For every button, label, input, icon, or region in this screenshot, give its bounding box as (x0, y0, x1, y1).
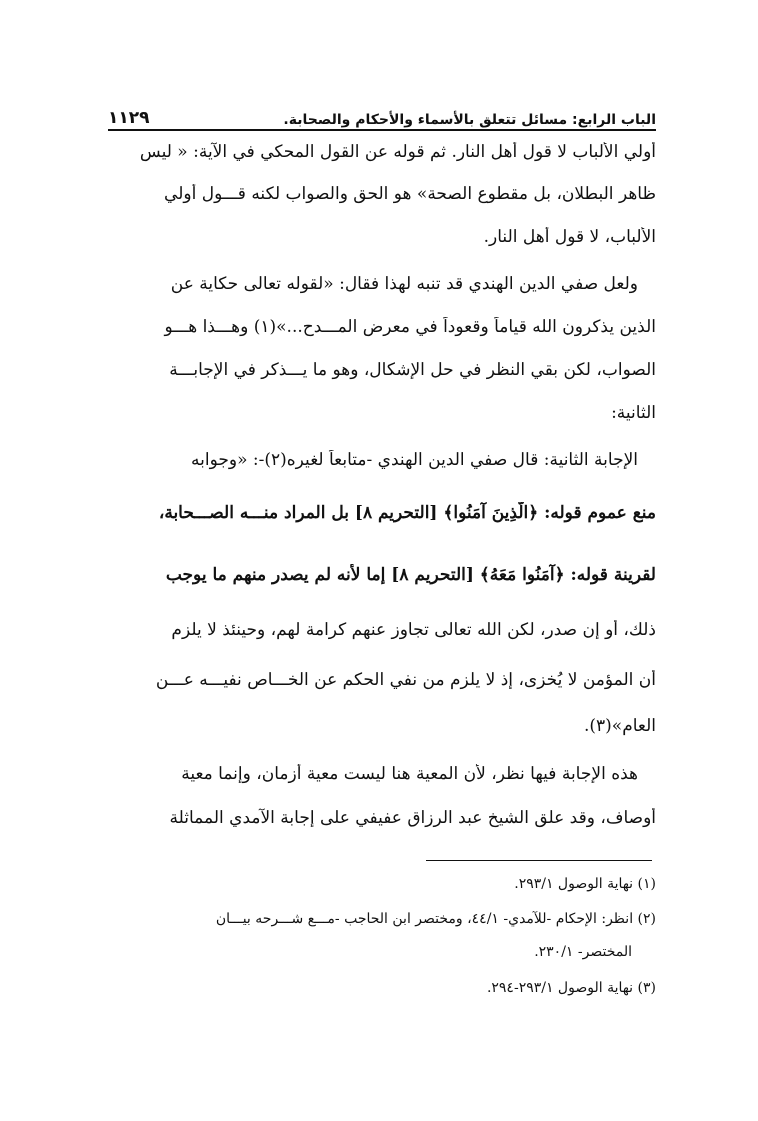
text-line: الثانية: (611, 403, 656, 423)
text-line: ولعل صفي الدين الهندي قد تنبه لهذا فقال: «لقوله تعالى حكاية عن (170, 274, 638, 294)
footnote: (١) نهاية الوصول ٢٩٣/١. (514, 876, 656, 892)
header-rule (108, 129, 656, 131)
text-line: الإجابة الثانية: قال صفي الدين الهندي -متابعاً لغيره(٢)-: «وجوابه (191, 450, 638, 470)
footnote: (٢) انظر: الإحكام -للآمدي- ٤٤/١، ومختصر ابن الحاجب -مـــع شـــرحه بيـــان (215, 911, 656, 927)
text-line: أولي الألباب لا قول أهل النار. ثم قوله عن القول المحكي في الآية: « ليس (139, 142, 656, 162)
text-line: أوصاف، وقد علق الشيخ عبد الرزاق عفيفي على إجابة الآمدي المماثلة (169, 808, 656, 828)
text-line: الألباب، لا قول أهل النار. (483, 227, 656, 247)
text-line-quran: لقرينة قوله: ﴿آمَنُوا مَعَهُ﴾ [التحريم ٨] إما لأنه لم يصدر منهم ما يوجب (165, 565, 656, 585)
text-line: العام»(٣). (583, 716, 656, 736)
text-line: الذين يذكرون الله قياماً وقعوداً في معرض المـــدح...»(١) وهـــذا هـــو (164, 317, 656, 337)
footnote-continuation: المختصر- ٢٣٠/١. (534, 944, 632, 960)
text-line: ذلك، أو إن صدر، لكن الله تعالى تجاوز عنهم كرامة لهم، وحينئذ لا يلزم (171, 620, 656, 640)
running-header (108, 104, 656, 128)
text-line: أن المؤمن لا يُخزى، إذ لا يلزم من نفي الحكم عن الخـــاص نفيـــه عـــن (155, 670, 656, 690)
page-number: ١١٢٩ (108, 108, 150, 128)
footnote: (٣) نهاية الوصول ٢٩٣/١-٢٩٤. (486, 980, 656, 996)
footnote-rule (426, 860, 652, 861)
text-line: ظاهر البطلان، بل مقطوع الصحة» هو الحق والصواب لكنه قـــول أولي (164, 184, 656, 204)
text-line-quran: منع عموم قوله: ﴿الَّذِينَ آمَنُوا﴾ [التحريم ٨] بل المراد منـــه الصـــحابة، (158, 503, 656, 523)
text-line: الصواب، لكن بقي النظر في حل الإشكال، وهو ما يـــذكر في الإجابـــة (169, 360, 656, 380)
text-line: هذه الإجابة فيها نظر، لأن المعية هنا ليست معية أزمان، وإنما معية (181, 764, 638, 784)
header-title: الباب الرابع: مسائل تتعلق بالأسماء والأحكام والصحابة. (283, 112, 656, 128)
